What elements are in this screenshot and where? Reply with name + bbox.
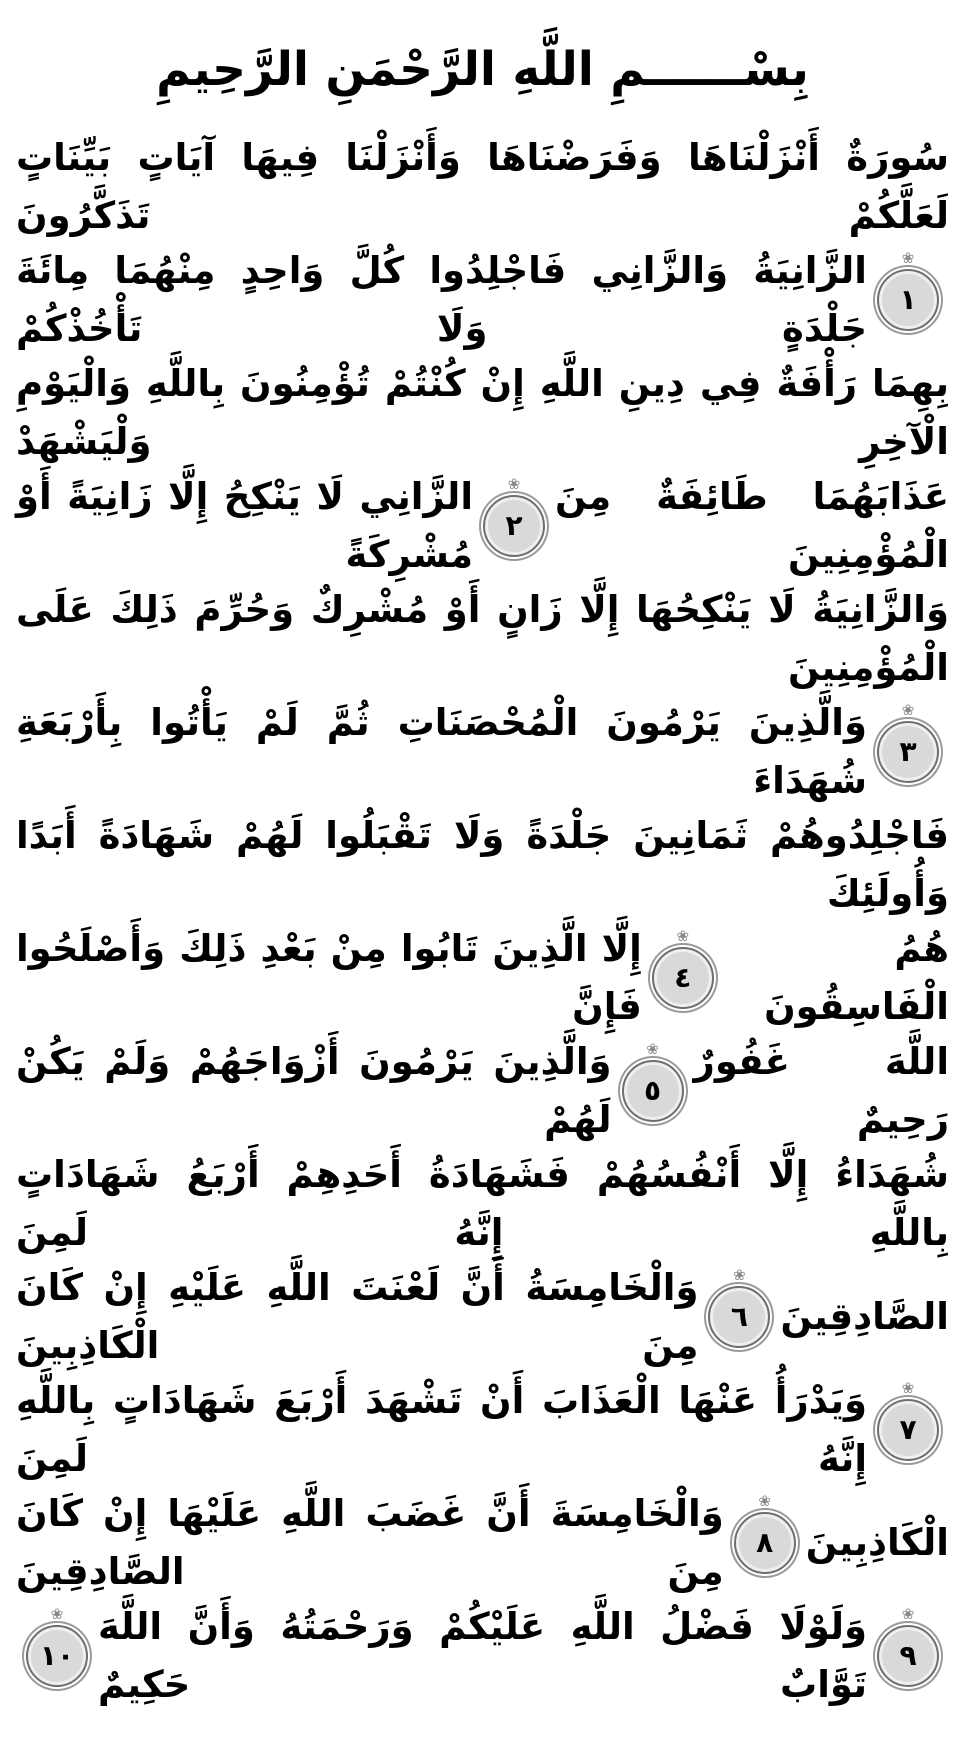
medallion-crown-icon: ❀ (507, 474, 521, 493)
verse-marker (877, 248, 939, 331)
ayah-text: فَاجْلِدُوهُمْ ثَمَانِينَ جَلْدَةً وَلَا تَقْبَلُوا لَهُمْ شَهَادَةً أَبَدًا وَأُولَئِكَ (16, 814, 949, 915)
verse-marker (734, 1491, 796, 1574)
medallion-crown-icon: ❀ (733, 1265, 746, 1284)
quran-line (16, 356, 949, 469)
bismillah: بِسْــــــمِ اللَّهِ الرَّحْمَنِ الرَّحِيمِ (156, 41, 809, 97)
ayah-text: إِلَّا الَّذِينَ تَابُوا مِنْ بَعْدِ ذَلِكَ وَأَصْلَحُوا فَإِنَّ (16, 927, 642, 1028)
quran-line (16, 695, 949, 808)
verse-marker (877, 1604, 939, 1687)
ayah-text: هُمُ الْفَاسِقُونَ (764, 927, 949, 1028)
medallion-crown-icon: ❀ (901, 248, 915, 267)
verse-number: ١٠ (39, 1638, 75, 1672)
ayah-text: الْكَاذِبِينَ (805, 1520, 949, 1564)
verse-number: ١ (899, 282, 917, 316)
ayah-text: وَالَّذِينَ يَرْمُونَ الْمُحْصَنَاتِ ثُمَّ لَمْ يَأْتُوا بِأَرْبَعَةِ شُهَدَاءَ (16, 701, 867, 802)
quran-line (16, 1260, 949, 1373)
ayah-text: الصَّادِقِينَ (780, 1294, 949, 1338)
verse-number: ٦ (730, 1299, 748, 1333)
verse-number: ٣ (899, 734, 917, 768)
verse-number: ٥ (643, 1073, 662, 1107)
verse-marker (26, 1604, 88, 1687)
medallion-crown-icon: ❀ (901, 700, 915, 719)
medallion-crown-icon: ❀ (50, 1604, 64, 1623)
ayah-text: وَلَوْلَا فَضْلُ اللَّهِ عَلَيْكُمْ وَرَحْمَتُهُ وَأَنَّ اللَّهَ تَوَّابٌ حَكِيمٌ (98, 1605, 867, 1706)
quran-line (16, 243, 949, 356)
ayah-text: الزَّانِي لَا يَنْكِحُ إِلَّا زَانِيَةً أَوْ مُشْرِكَةً (16, 475, 474, 576)
ayah-text: الزَّانِيَةُ وَالزَّانِي فَاجْلِدُوا كُلَّ وَاحِدٍ مِنْهُمَا مِائَةَ جَلْدَةٍ وَلَا تَأْخُذْكُمْ (16, 249, 867, 350)
verse-marker (652, 926, 714, 1009)
quran-line (16, 1599, 949, 1712)
ayah-text: بِهِمَا رَأْفَةٌ فِي دِينِ اللَّهِ إِنْ كُنْتُمْ تُؤْمِنُونَ بِاللَّهِ وَالْيَوْمِ الْآخِرِ وَلْيَشْهَدْ (16, 362, 949, 463)
quran-line (16, 130, 949, 243)
medallion-crown-icon: ❀ (901, 1378, 915, 1397)
quran-line (16, 582, 949, 695)
ayah-text: شُهَدَاءُ إِلَّا أَنْفُسُهُمْ فَشَهَادَةُ أَحَدِهِمْ أَرْبَعُ شَهَادَاتٍ بِاللَّهِ إِنَّهُ لَمِنَ (16, 1153, 949, 1254)
quran-line (16, 1147, 949, 1260)
quran-line (16, 1034, 949, 1147)
ayah-text: وَالْخَامِسَةَ أَنَّ غَضَبَ اللَّهِ عَلَيْهَا إِنْ كَانَ مِنَ الصَّادِقِينَ (16, 1492, 724, 1593)
quran-text-block (16, 130, 949, 1712)
verse-marker (483, 474, 545, 557)
ayah-text: وَيَدْرَأُ عَنْهَا الْعَذَابَ أَنْ تَشْهَدَ أَرْبَعَ شَهَادَاتٍ بِاللَّهِ إِنَّهُ لَمِنَ (16, 1379, 867, 1480)
verse-number: ٤ (674, 960, 692, 994)
verse-number: ٢ (505, 508, 523, 542)
ayah-text: وَالْخَامِسَةُ أَنَّ لَعْنَتَ اللَّهِ عَلَيْهِ إِنْ كَانَ مِنَ الْكَاذِبِينَ (16, 1266, 699, 1367)
verse-number: ٨ (756, 1525, 774, 1559)
ayah-text: وَالزَّانِيَةُ لَا يَنْكِحُهَا إِلَّا زَانٍ أَوْ مُشْرِكٌ وَحُرِّمَ ذَلِكَ عَلَى الْمُؤْمِنِينَ (16, 588, 949, 689)
medallion-crown-icon: ❀ (901, 1604, 915, 1623)
medallion-crown-icon: ❀ (646, 1039, 659, 1058)
ayah-text: عَذَابَهُمَا طَائِفَةٌ مِنَ الْمُؤْمِنِينَ (555, 475, 949, 576)
ayah-text: اللَّهَ غَفُورٌ رَحِيمٌ (693, 1040, 949, 1141)
verse-number: ٧ (899, 1412, 917, 1446)
verse-marker (622, 1039, 684, 1122)
quran-line (16, 921, 949, 1034)
verse-marker (877, 1378, 939, 1461)
medallion-crown-icon: ❀ (676, 926, 690, 945)
ayah-text: سُورَةٌ أَنْزَلْنَاهَا وَفَرَضْنَاهَا وَأَنْزَلْنَا فِيهَا آيَاتٍ بَيِّنَاتٍ لَعَلَّكُمْ تَذَكَّرُونَ (16, 136, 949, 237)
quran-line (16, 1486, 949, 1599)
quran-line (16, 1373, 949, 1486)
quran-line (16, 469, 949, 582)
verse-marker (708, 1265, 770, 1348)
verse-marker (877, 700, 939, 783)
quran-line (16, 808, 949, 921)
ayah-text: وَالَّذِينَ يَرْمُونَ أَزْوَاجَهُمْ وَلَمْ يَكُنْ لَهُمْ (16, 1040, 612, 1141)
verse-number: ٩ (899, 1638, 917, 1672)
medallion-crown-icon: ❀ (758, 1491, 772, 1510)
